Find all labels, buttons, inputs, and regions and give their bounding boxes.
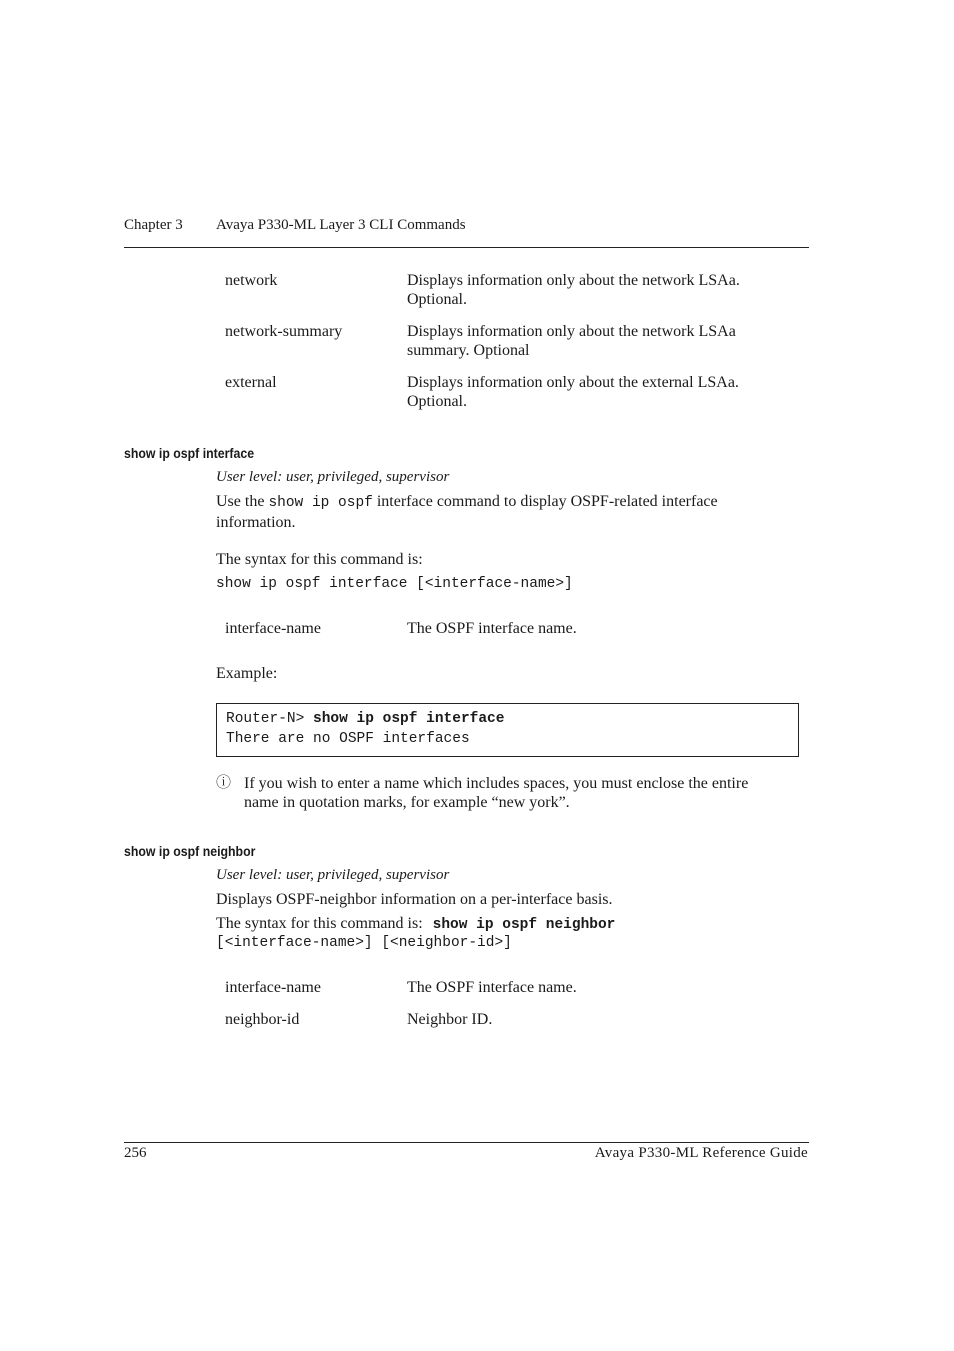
- user-level: User level: user, privileged, supervisor: [216, 867, 450, 883]
- syntax-intro: The syntax for this command is:: [216, 915, 423, 932]
- param-name: network-summary: [225, 323, 343, 340]
- param-desc: [407, 271, 740, 309]
- syntax-line: [216, 914, 615, 935]
- code-prompt: Router-N>: [226, 711, 314, 727]
- note-line: If you wish to enter a name which includes spaces, you must enclose the entire: [244, 775, 749, 792]
- param-desc-line: Displays information only about the external LSAa.: [407, 374, 739, 391]
- param-name: interface-name: [225, 979, 321, 996]
- user-level: User level: user, privileged, supervisor: [216, 469, 450, 485]
- param-name: interface-name: [225, 620, 321, 637]
- param-desc: The OSPF interface name.: [407, 979, 577, 996]
- note-line: name in quotation marks, for example “new york”.: [244, 794, 570, 811]
- code-line: [226, 711, 504, 727]
- use-text: interface command to display OSPF-related interface: [372, 493, 718, 510]
- example-label: Example:: [216, 665, 278, 682]
- note-text: [244, 774, 814, 812]
- section-heading: show ip ospf interface: [124, 445, 255, 461]
- param-name: neighbor-id: [225, 1011, 300, 1028]
- param-desc-line: Optional.: [407, 393, 467, 410]
- param-desc-line: Displays information only about the network LSAa.: [407, 272, 740, 289]
- footer-rule: [124, 1142, 809, 1143]
- param-desc: [407, 373, 739, 411]
- use-paragraph: [216, 492, 816, 532]
- syntax-code: show ip ospf interface [<interface-name>]: [216, 576, 573, 592]
- syntax-intro: The syntax for this command is:: [216, 551, 423, 568]
- use-text: information.: [216, 514, 296, 531]
- param-desc-line: summary. Optional: [407, 342, 530, 359]
- param-desc: [407, 322, 736, 360]
- description: Displays OSPF-neighbor information on a per-interface basis.: [216, 891, 613, 908]
- header-rule: [124, 247, 809, 248]
- info-icon: ⓘ: [216, 775, 232, 791]
- code-command: show ip ospf interface: [313, 711, 505, 727]
- syntax-command: show ip ospf neighbor: [432, 917, 616, 933]
- header-chapter: Chapter 3: [124, 217, 183, 233]
- syntax-args: [<interface-name>] [<neighbor-id>]: [216, 935, 512, 951]
- param-desc: Neighbor ID.: [407, 1011, 493, 1028]
- code-output: There are no OSPF interfaces: [226, 731, 470, 747]
- param-desc: The OSPF interface name.: [407, 620, 577, 637]
- inline-code: show ip ospf: [268, 495, 373, 511]
- section-heading: show ip ospf neighbor: [124, 843, 256, 859]
- footer-guide-title: Avaya P330-ML Reference Guide: [594, 1145, 808, 1161]
- param-desc-line: Optional.: [407, 291, 467, 308]
- page-number: 256: [124, 1145, 147, 1161]
- param-name: external: [225, 374, 277, 391]
- param-name: network: [225, 272, 278, 289]
- header-title: Avaya P330-ML Layer 3 CLI Commands: [216, 217, 466, 233]
- use-text: Use the: [216, 493, 269, 510]
- param-desc-line: Displays information only about the network LSAa: [407, 323, 736, 340]
- code-example-box: [216, 703, 799, 757]
